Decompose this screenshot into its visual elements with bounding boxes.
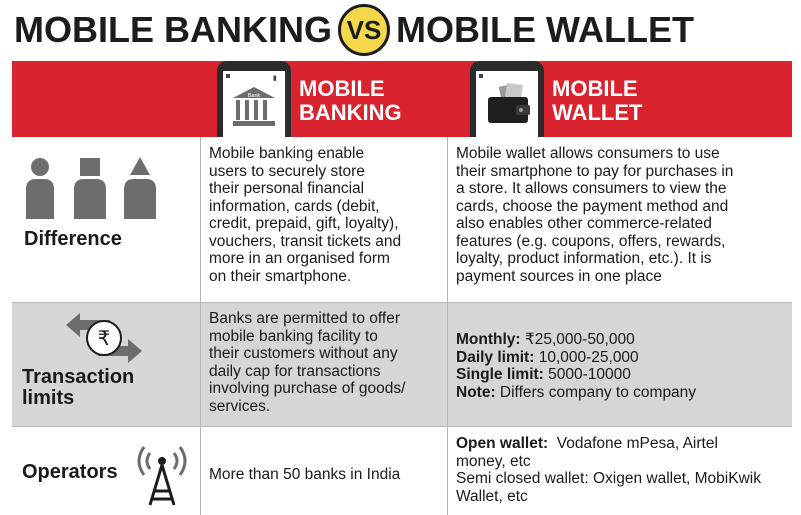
title-left: MOBILE BANKING [14,9,332,50]
wallet-phone-icon [470,61,544,137]
page-title [14,4,694,56]
difference-wallet-text: Mobile wallet allows consumers to use their smartphone to pay for purchases in a store. It allows consumers to view the cards, choose the payment method and also enables other commerce-related features (e.g. coupons, offers, rewards, loyalty, product information, etc.). It is payment sources in one place [456,145,734,285]
limits-wallet-text: Monthly: ₹25,000-50,000 Daily limit: 10,000-25,000 Single limit: 5000-10000 Note: Differs company to company [456,331,697,401]
difference-banking-text: Mobile banking enable users to securely store their personal financial information, cards (debit, credit, prepaid, gift, loyalty), vouchers, transit tickets and more in an organised form on their smartphone. [209,145,402,285]
svg-text:Bank: Bank [247,93,261,99]
operators-wallet-text: Open wallet: Vodafone mPesa, Airtel money, etc Semi closed wallet: Oxigen wallet, MobiKwik Wallet, etc [456,435,761,505]
divider [200,137,201,515]
banking-phone-icon [217,61,291,137]
divider [447,137,448,515]
limits-banking-text: Banks are permitted to offer mobile banking facility to their customers without any daily cap for transactions involving purchase of goods/ services. [209,310,406,415]
title-right: MOBILE WALLET [396,9,694,50]
header-banking-title: MOBILE BANKING [299,76,402,125]
header-wallet-title: MOBILE WALLET [552,76,643,125]
row-label-difference: Difference [24,228,122,250]
bank-building-icon [223,71,285,137]
antenna-tower-icon [130,437,194,507]
table-header [12,61,792,137]
people-group-icon [22,153,162,221]
divider [12,302,792,303]
svg-text:₹: ₹ [97,326,111,350]
wallet-icon [476,71,538,137]
divider [12,426,792,427]
currency-exchange-icon [64,311,144,365]
operators-banking-text: More than 50 banks in India [209,466,401,483]
vs-badge: VS [338,4,390,56]
comparison-table [12,61,792,515]
svg-text:▮: ▮ [273,74,277,82]
row-label-limits: Transaction limits [22,366,135,409]
row-label-operators: Operators [22,461,118,483]
